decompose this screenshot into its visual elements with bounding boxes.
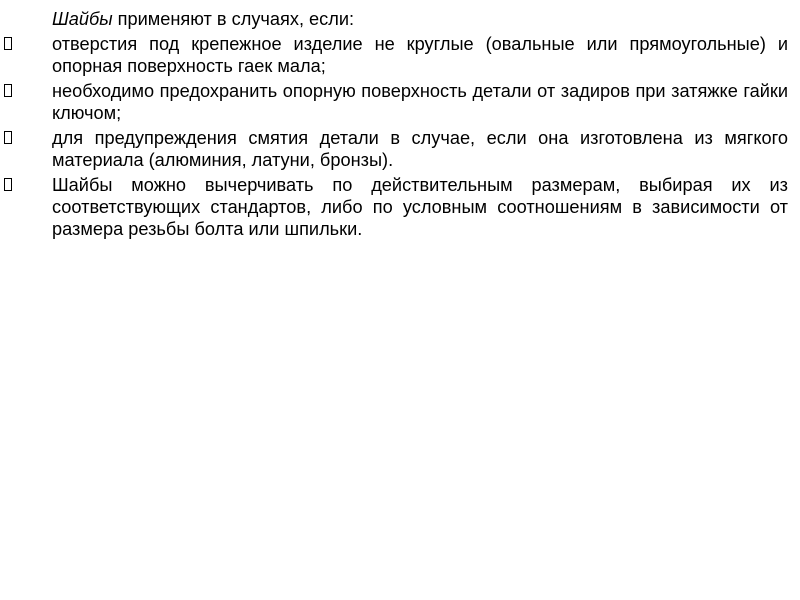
- list-item-text: необходимо предохранить опорную поверхность детали от задиров при затяжке гайки ключом;: [52, 81, 788, 123]
- bullet-list: [22, 33, 788, 240]
- list-item-text: Шайбы можно вычерчивать по действительным размерам, выбирая их из соответствующих стандартов, либо по условным соотношениям в зависимости от размера резьбы болта или шпильки.: [52, 175, 788, 239]
- list-item-text: для предупреждения смятия детали в случае, если она изготовлена из мягкого материала (алюминия, латуни, бронзы).: [52, 128, 788, 170]
- list-item: [22, 127, 788, 171]
- intro-term: Шайбы: [52, 9, 113, 29]
- list-item-text: отверстия под крепежное изделие не круглые (овальные или прямоугольные) и опорная поверхность гаек мала;: [52, 34, 788, 76]
- list-item: [22, 33, 788, 77]
- intro-paragraph: [22, 8, 788, 30]
- list-item: [22, 174, 788, 240]
- square-bullet-icon: [4, 84, 12, 97]
- list-item: [22, 80, 788, 124]
- slide-content: [22, 8, 788, 243]
- intro-text: применяют в случаях, если:: [112, 9, 355, 29]
- square-bullet-icon: [4, 37, 12, 50]
- square-bullet-icon: [4, 178, 12, 191]
- square-bullet-icon: [4, 131, 12, 144]
